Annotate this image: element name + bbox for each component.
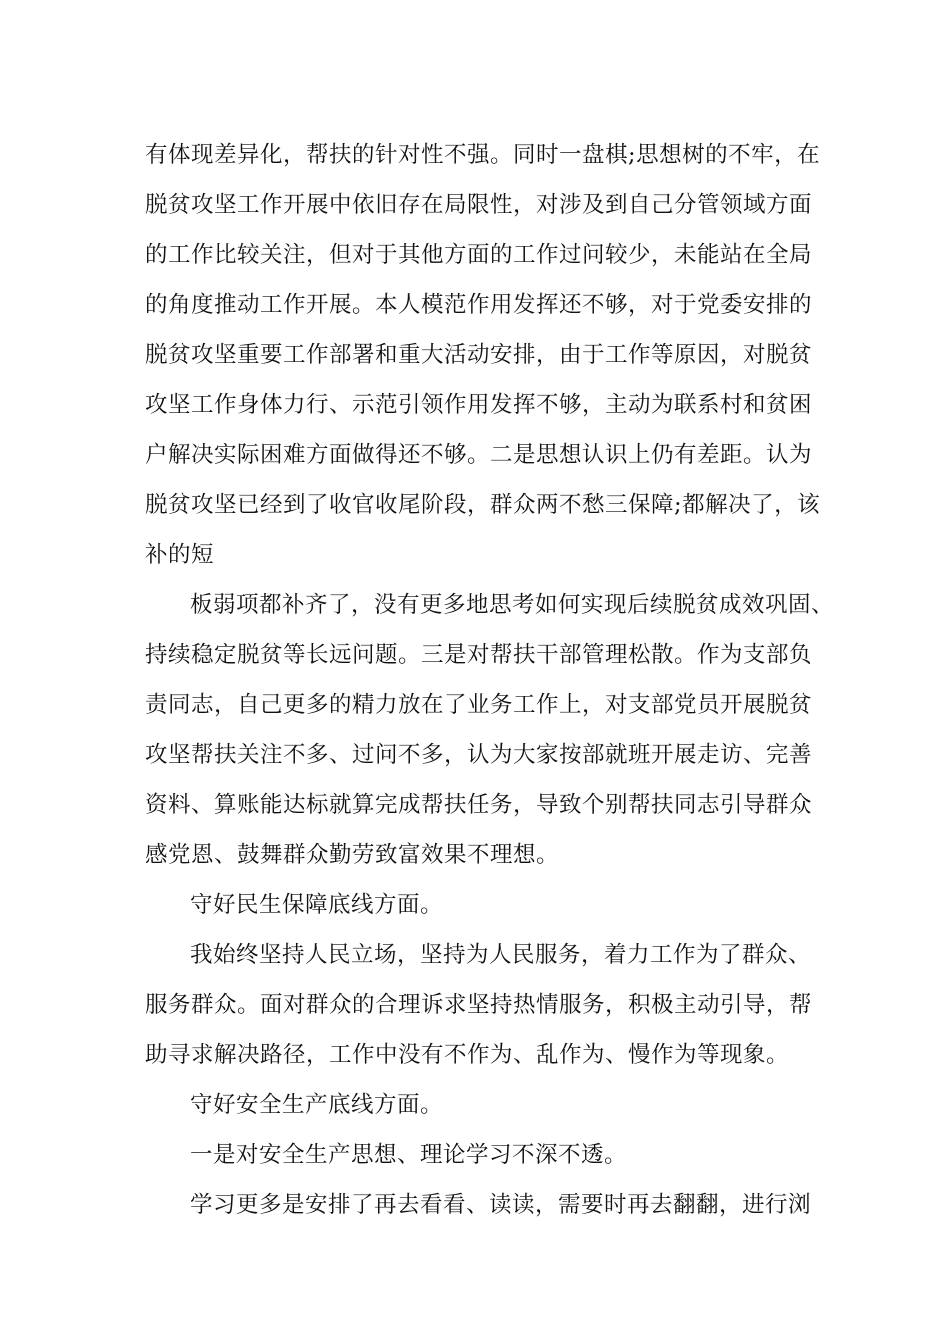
text-line: 感党恩、鼓舞群众勤劳致富效果不理想。 — [145, 842, 560, 868]
text-line: 攻坚工作身体力行、示范引领作用发挥不够，主动为联系村和贫困 — [145, 392, 813, 418]
text-line: 攻坚帮扶关注不多、过问不多，认为大家按部就班开展走访、完善 — [145, 742, 813, 768]
text-line: 责同志，自己更多的精力放在了业务工作上，对支部党员开展脱贫 — [145, 692, 813, 718]
text-line: 户解决实际困难方面做得还不够。二是思想认识上仍有差距。认为 — [145, 442, 813, 468]
sub-heading: 一是对安全生产思想、理论学习不深不透。 — [190, 1142, 628, 1168]
text-line: 有体现差异化，帮扶的针对性不强。同时一盘棋;思想树的不牢，在 — [145, 142, 821, 168]
paragraph-start-line: 板弱项都补齐了，没有更多地思考如何实现后续脱贫成效巩固、 — [190, 592, 835, 618]
text-line: 持续稳定脱贫等长远问题。三是对帮扶干部管理松散。作为支部负 — [145, 642, 813, 668]
text-line: 的角度推动工作开展。本人模范作用发挥还不够，对于党委安排的 — [145, 292, 813, 318]
paragraph-start-line: 我始终坚持人民立场，坚持为人民服务，着力工作为了群众、 — [190, 942, 812, 968]
text-line: 补的短 — [145, 542, 215, 568]
section-heading: 守好安全生产底线方面。 — [190, 1092, 444, 1118]
text-line: 脱贫攻坚工作开展中依旧存在局限性，对涉及到自己分管领域方面 — [145, 192, 813, 218]
paragraph-start-line: 学习更多是安排了再去看看、读读，需要时再去翻翻，进行浏 — [190, 1192, 812, 1218]
body-text — [145, 130, 835, 1230]
text-line: 脱贫攻坚已经到了收官收尾阶段，群众两不愁三保障;都解决了，该 — [145, 492, 821, 518]
text-line: 资料、算账能达标就算完成帮扶任务，导致个别帮扶同志引导群众 — [145, 792, 813, 818]
text-line: 助寻求解决路径，工作中没有不作为、乱作为、慢作为等现象。 — [145, 1042, 790, 1068]
text-line: 脱贫攻坚重要工作部署和重大活动安排，由于工作等原因，对脱贫 — [145, 342, 813, 368]
section-heading: 守好民生保障底线方面。 — [190, 892, 444, 918]
text-line: 的工作比较关注，但对于其他方面的工作过问较少，未能站在全局 — [145, 242, 813, 268]
text-line: 服务群众。面对群众的合理诉求坚持热情服务，积极主动引导，帮 — [145, 992, 813, 1018]
